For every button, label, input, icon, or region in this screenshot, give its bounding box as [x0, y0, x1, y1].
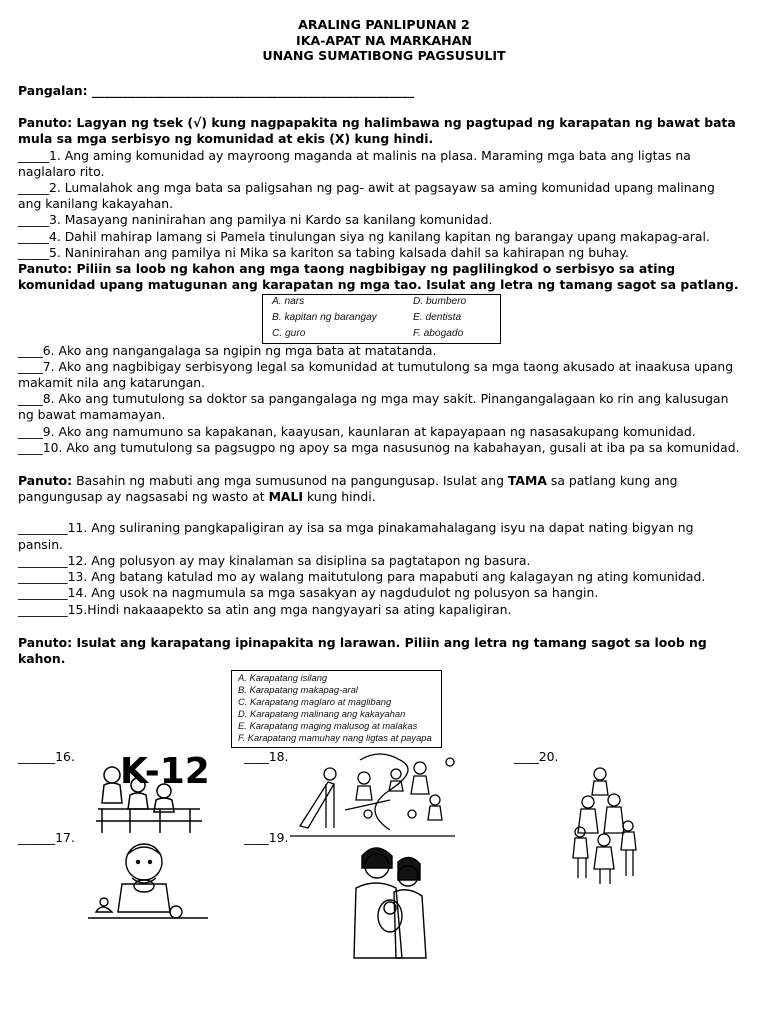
part1-instruction-cont: mula sa mga serbisyo ng komunidad at ekis (X) kung hindi. — [18, 131, 434, 146]
choice-f: F. abogado — [413, 328, 464, 339]
choice-b: B. kapitan ng barangay — [272, 312, 377, 323]
question-15: ________15.Hindi nakaaapekto sa atin ang mga nangyayari sa ating kapaligiran. — [18, 602, 512, 617]
question-7-cont: makamit nila ang katarungan. — [18, 375, 206, 390]
answer-blank-16: ______16. — [18, 749, 75, 764]
rights-choices-box — [231, 670, 442, 748]
question-5: _____5. Naninirahan ang pamilya ni Mika sa kariton sa tabing kalsada dahil sa kahirapan ng buhay. — [18, 245, 629, 260]
tama-keyword: TAMA — [507, 473, 547, 488]
answer-choices-box — [262, 294, 501, 344]
instruction-text: Basahin ng mabuti ang mga sumusunod na pangungusap. Isulat ang — [72, 473, 508, 488]
question-6: ____6. Ako ang nangangalaga sa ngipin ng mga bata at matatanda. — [18, 343, 437, 358]
right-e: E. Karapatang maging malusog at malakas — [238, 720, 418, 731]
part1-instruction: Panuto: Lagyan ng tsek (√) kung nagpapakita ng halimbawa ng pagtupad ng karapatan ng bawat bata — [18, 115, 736, 130]
right-d: D. Karapatang malinang ang kakayahan — [238, 708, 406, 719]
question-13: ________13. Ang batang katulad mo ay walang maitutulong para mapabuti ang kalagayan ng ating komunidad. — [18, 569, 706, 584]
part3-instruction-cont — [18, 489, 376, 505]
classroom-illustration — [90, 745, 210, 837]
question-7: ____7. Ako ang nagbibigay serbisyong legal sa komunidad at tumutulong sa mga taong akusado at inaakusa upang — [18, 359, 734, 374]
instruction-text-2: sa patlang kung ang — [546, 473, 678, 488]
instruction-text-3: pangungusap ay nagsasabi ng wasto at — [18, 489, 269, 504]
question-1-cont: naglalaro rito. — [18, 164, 105, 179]
question-9: ____9. Ako ang namumuno sa kapakanan, kaayusan, kaunlaran at kapayapaan ng nasasakupang komunidad. — [18, 424, 696, 439]
question-10: ____10. Ako ang tumutulong sa pagsugpo ng apoy sa mga nasusunog na kabahayan, gusali at iba pa sa komunidad. — [18, 440, 740, 455]
answer-blank-20: ____20. — [514, 749, 559, 764]
question-1: _____1. Ang aming komunidad ay mayroong maganda at malinis na plasa. Maraming mga bata ang ligtas na — [18, 148, 691, 163]
choice-a: A. nars — [272, 296, 305, 307]
part4-instruction: Panuto: Isulat ang karapatang ipinapakita ng larawan. Piliin ang letra ng tamang sagot sa loob ng — [18, 635, 707, 650]
test-title: UNANG SUMATIBONG PAGSUSULIT — [262, 48, 506, 63]
question-2: _____2. Lumalahok ang mga bata sa paligsahan ng pag- awit at pagsayaw sa aming komunidad upang malinang — [18, 180, 715, 195]
instruction-label: Panuto: — [18, 473, 73, 488]
answer-blank-19: ____19. — [244, 830, 289, 845]
worksheet-header — [0, 17, 768, 64]
quarter-title: IKA-APAT NA MARKAHAN — [296, 32, 472, 48]
part4-instruction-cont: kahon. — [18, 651, 66, 666]
subject-title: ARALING PANLIPUNAN 2 — [298, 17, 470, 32]
question-14: ________14. Ang usok na nagmumula sa mga sasakyan ay nagdudulot ng polusyon sa hangin. — [18, 585, 599, 600]
name-field: Pangalan: ____________________________________________________ — [18, 83, 415, 98]
choice-e: E. dentista — [413, 312, 462, 323]
answer-blank-17: ______17. — [18, 830, 75, 845]
right-f: F. Karapatang mamuhay nang ligtas at payapa — [238, 732, 432, 743]
child-eating-illustration — [88, 840, 208, 922]
choice-d: D. bumbero — [413, 296, 467, 307]
question-2-cont: ang kanilang kakayahan. — [18, 196, 174, 211]
part3-instruction — [18, 473, 677, 489]
question-8-cont: ng bawat mamamayan. — [18, 407, 166, 422]
right-c: C. Karapatang maglaro at maglibang — [238, 696, 392, 707]
answer-blank-18: ____18. — [244, 749, 289, 764]
part2-instruction-cont: komunidad upang matugunan ang karapatan ng mga tao. Isulat ang letra ng tamang sagot sa patlang. — [18, 277, 739, 292]
question-12: ________12. Ang polusyon ay may kinalaman sa disiplina sa pagtatapon ng basura. — [18, 553, 531, 568]
k12-text: K-12 — [120, 751, 210, 792]
question-3: _____3. Masayang naninirahan ang pamilya ni Kardo sa kanilang komunidad. — [18, 212, 493, 227]
right-a: A. Karapatang isilang — [238, 672, 328, 683]
parents-with-baby-illustration — [348, 842, 432, 962]
part2-instruction: Panuto: Piliin sa loob ng kahon ang mga taong nagbibigay ng paglilingkod o serbisyo sa ating — [18, 261, 676, 276]
mali-keyword: MALI — [268, 489, 304, 504]
question-11: ________11. Ang suliraning pangkapaligiran ay isa sa mga pinakamahalagang isyu na dapat nating bigyan ng — [18, 520, 694, 535]
question-11-cont: pansin. — [18, 537, 64, 552]
community-group-illustration — [568, 766, 648, 886]
instruction-text-4: kung hindi. — [303, 489, 376, 504]
right-b: B. Karapatang makapag-aral — [238, 684, 358, 695]
question-8: ____8. Ako ang tumutulong sa doktor sa pangangalaga ng mga may sakit. Pinangangalagaan ko rin ang kalusugan — [18, 391, 729, 406]
playground-illustration — [290, 748, 455, 840]
choice-c: C. guro — [272, 328, 306, 339]
question-4: _____4. Dahil mahirap lamang si Pamela tinulungan siya ng kanilang kapitan ng barangay upang makapag-aral. — [18, 229, 710, 244]
